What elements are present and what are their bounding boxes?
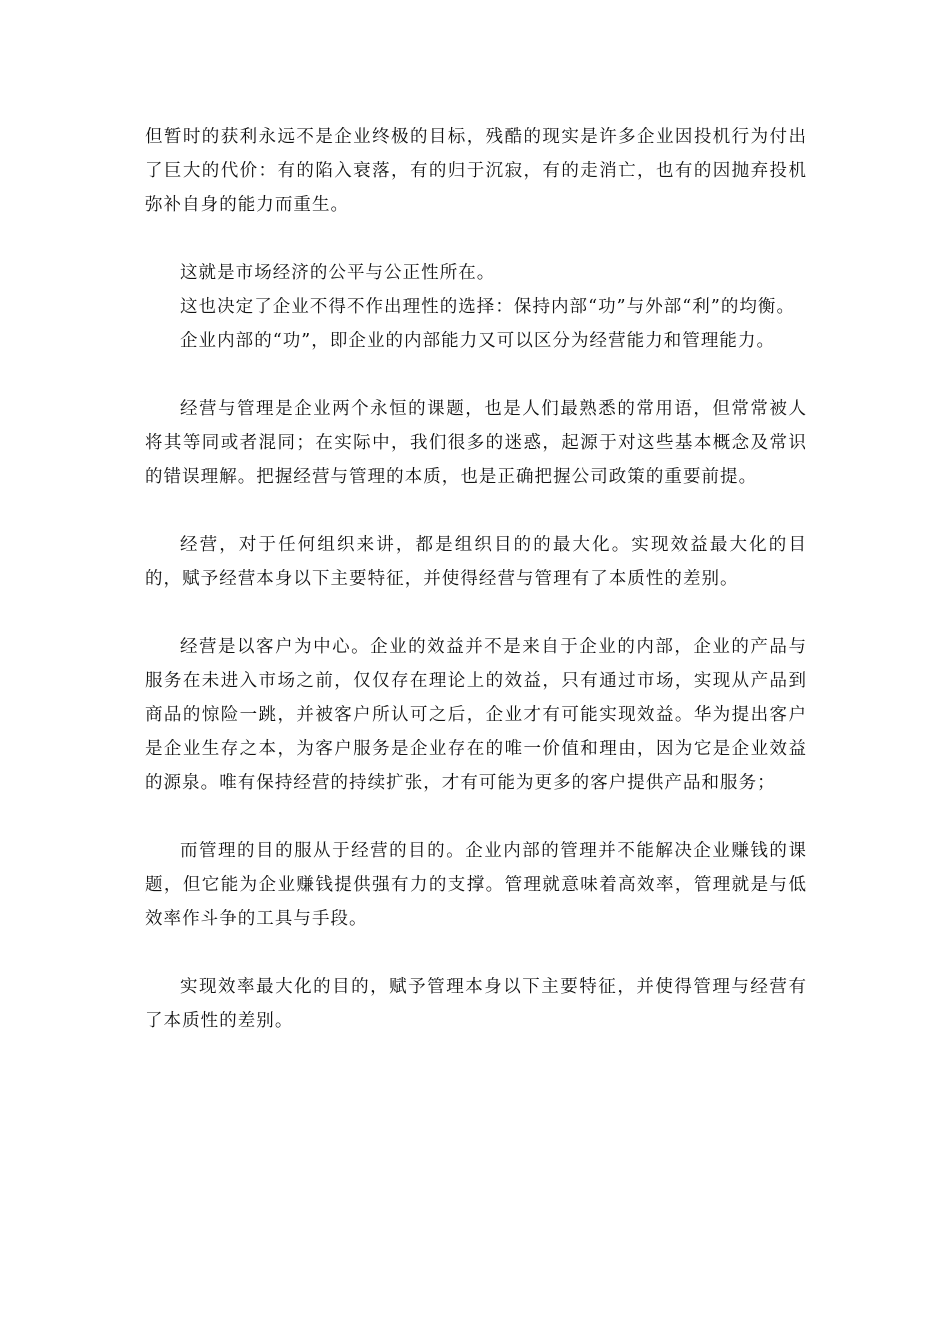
paragraph-4: 企业内部的“功”，即企业的内部能力又可以区分为经营能力和管理能力。 — [180, 331, 776, 351]
document-page — [145, 120, 807, 1038]
paragraph-9: 实现效率最大化的目的，赋予管理本身以下主要特征，并使得管理与经营有了本质性的差别。 — [145, 977, 807, 1031]
paragraph-7: 经营是以客户为中心。企业的效益并不是来自于企业的内部，企业的产品与服务在未进入市场之前，仅仅存在理论上的效益，只有通过市场，实现从产品到商品的惊险一跳，并被客户所认可之后，企业才有可能实现效益。华为提出客户是企业生存之本，为客户服务是企业存在的唯一价值和理由，因为它是企业效益的源泉。唯有保持经营的持续扩张，才有可能为更多的客户提供产品和服务； — [145, 637, 807, 793]
paragraph-3: 这也决定了企业不得不作出理性的选择：保持内部“功”与外部“利”的均衡。 — [180, 297, 796, 317]
paragraph-6: 经营，对于任何组织来讲，都是组织目的的最大化。实现效益最大化的目的，赋予经营本身以下主要特征，并使得经营与管理有了本质性的差别。 — [145, 535, 807, 589]
paragraph-5: 经营与管理是企业两个永恒的课题，也是人们最熟悉的常用语，但常常被人将其等同或者混同；在实际中，我们很多的迷惑，起源于对这些基本概念及常识的错误理解。把握经营与管理的本质，也是正确把握公司政策的重要前提。 — [145, 399, 807, 487]
paragraph-8: 而管理的目的服从于经营的目的。企业内部的管理并不能解决企业赚钱的课题，但它能为企业赚钱提供强有力的支撑。管理就意味着高效率，管理就是与低效率作斗争的工具与手段。 — [145, 841, 807, 929]
paragraph-2: 这就是市场经济的公平与公正性所在。 — [180, 263, 496, 283]
paragraph-1: 但暂时的获利永远不是企业终极的目标，残酷的现实是许多企业因投机行为付出了巨大的代价：有的陷入衰落，有的归于沉寂，有的走消亡，也有的因抛弃投机弥补自身的能力而重生。 — [145, 127, 807, 215]
